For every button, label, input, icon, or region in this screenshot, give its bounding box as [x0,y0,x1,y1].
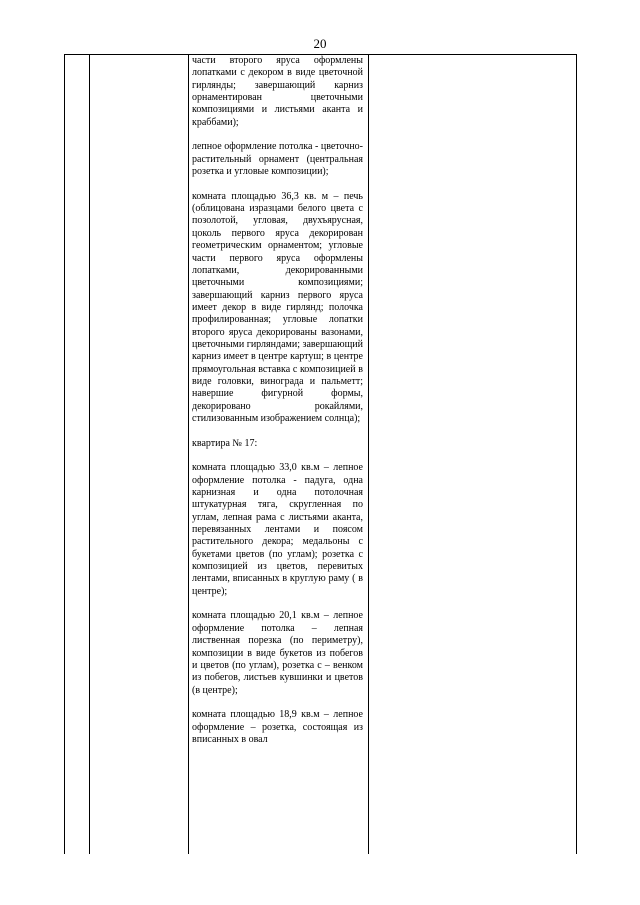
table-column-border [64,54,65,854]
paragraph: лепное оформление потолка - цветочно-растительный орнамент (центральная розетка и угловые композиции); [192,141,363,178]
table-column-border [188,54,189,854]
table-column-border [89,54,90,854]
table-column-border [368,54,369,854]
paragraph: квартира № 17: [192,437,258,449]
paragraph: комната площадью 20,1 кв.м – лепное оформление потолка – лепная лиственная порезка (по периметру), композиции в виде букетов из побегов и цветов (по углам), розетка с – венком из побегов, листьев кувшинки и цветов (в центре); [192,610,363,696]
paragraph: комната площадью 33,0 кв.м – лепное оформление потолка - падуга, одна карнизная и одна потолочная штукатурная тяга, скругленная по углам, лепная рама с листьями аканта, перевязанных лентами и поясом растительного декора; медальоны с букетами цветов (по углам); розетка с композицией из цветов, перевитых лентами, вписанных в круглую раму ( в центре); [192,462,363,597]
paragraph: комната площадью 18,9 кв.м – лепное оформление – розетка, состоящая из вписанных в овал [192,709,363,745]
table-column-border [576,54,577,854]
description-cell [192,55,363,854]
paragraph: комната площадью 36,3 кв. м – печь (облицована изразцами белого цвета с позолотой, угловая, двухъярусная, цоколь первого яруса декорирован геометрическим орнаментом; угловые части первого яруса оформлены лопатками, декорированными цветочными композициями; завершающий карниз первого яруса имеет декор в виде гирлянд; полочка профилированная; угловые лопатки второго яруса декорированы вазонами, цветочными гирляндами; завершающий карниз имеет в центре картуш; в центре прямоугольная вставка с композицией в виде головки, винограда и пальметт; навершие фигурной формы, декорировано рокайлями, стилизованным изображением солнца); [192,190,363,424]
page-number: 20 [313,36,327,51]
paragraph: части второго яруса оформлены лопатками с декором в виде цветочной гирлянды; завершающий карниз орнаментирован цветочными композициями и листьями аканта и краббами); [192,55,363,128]
